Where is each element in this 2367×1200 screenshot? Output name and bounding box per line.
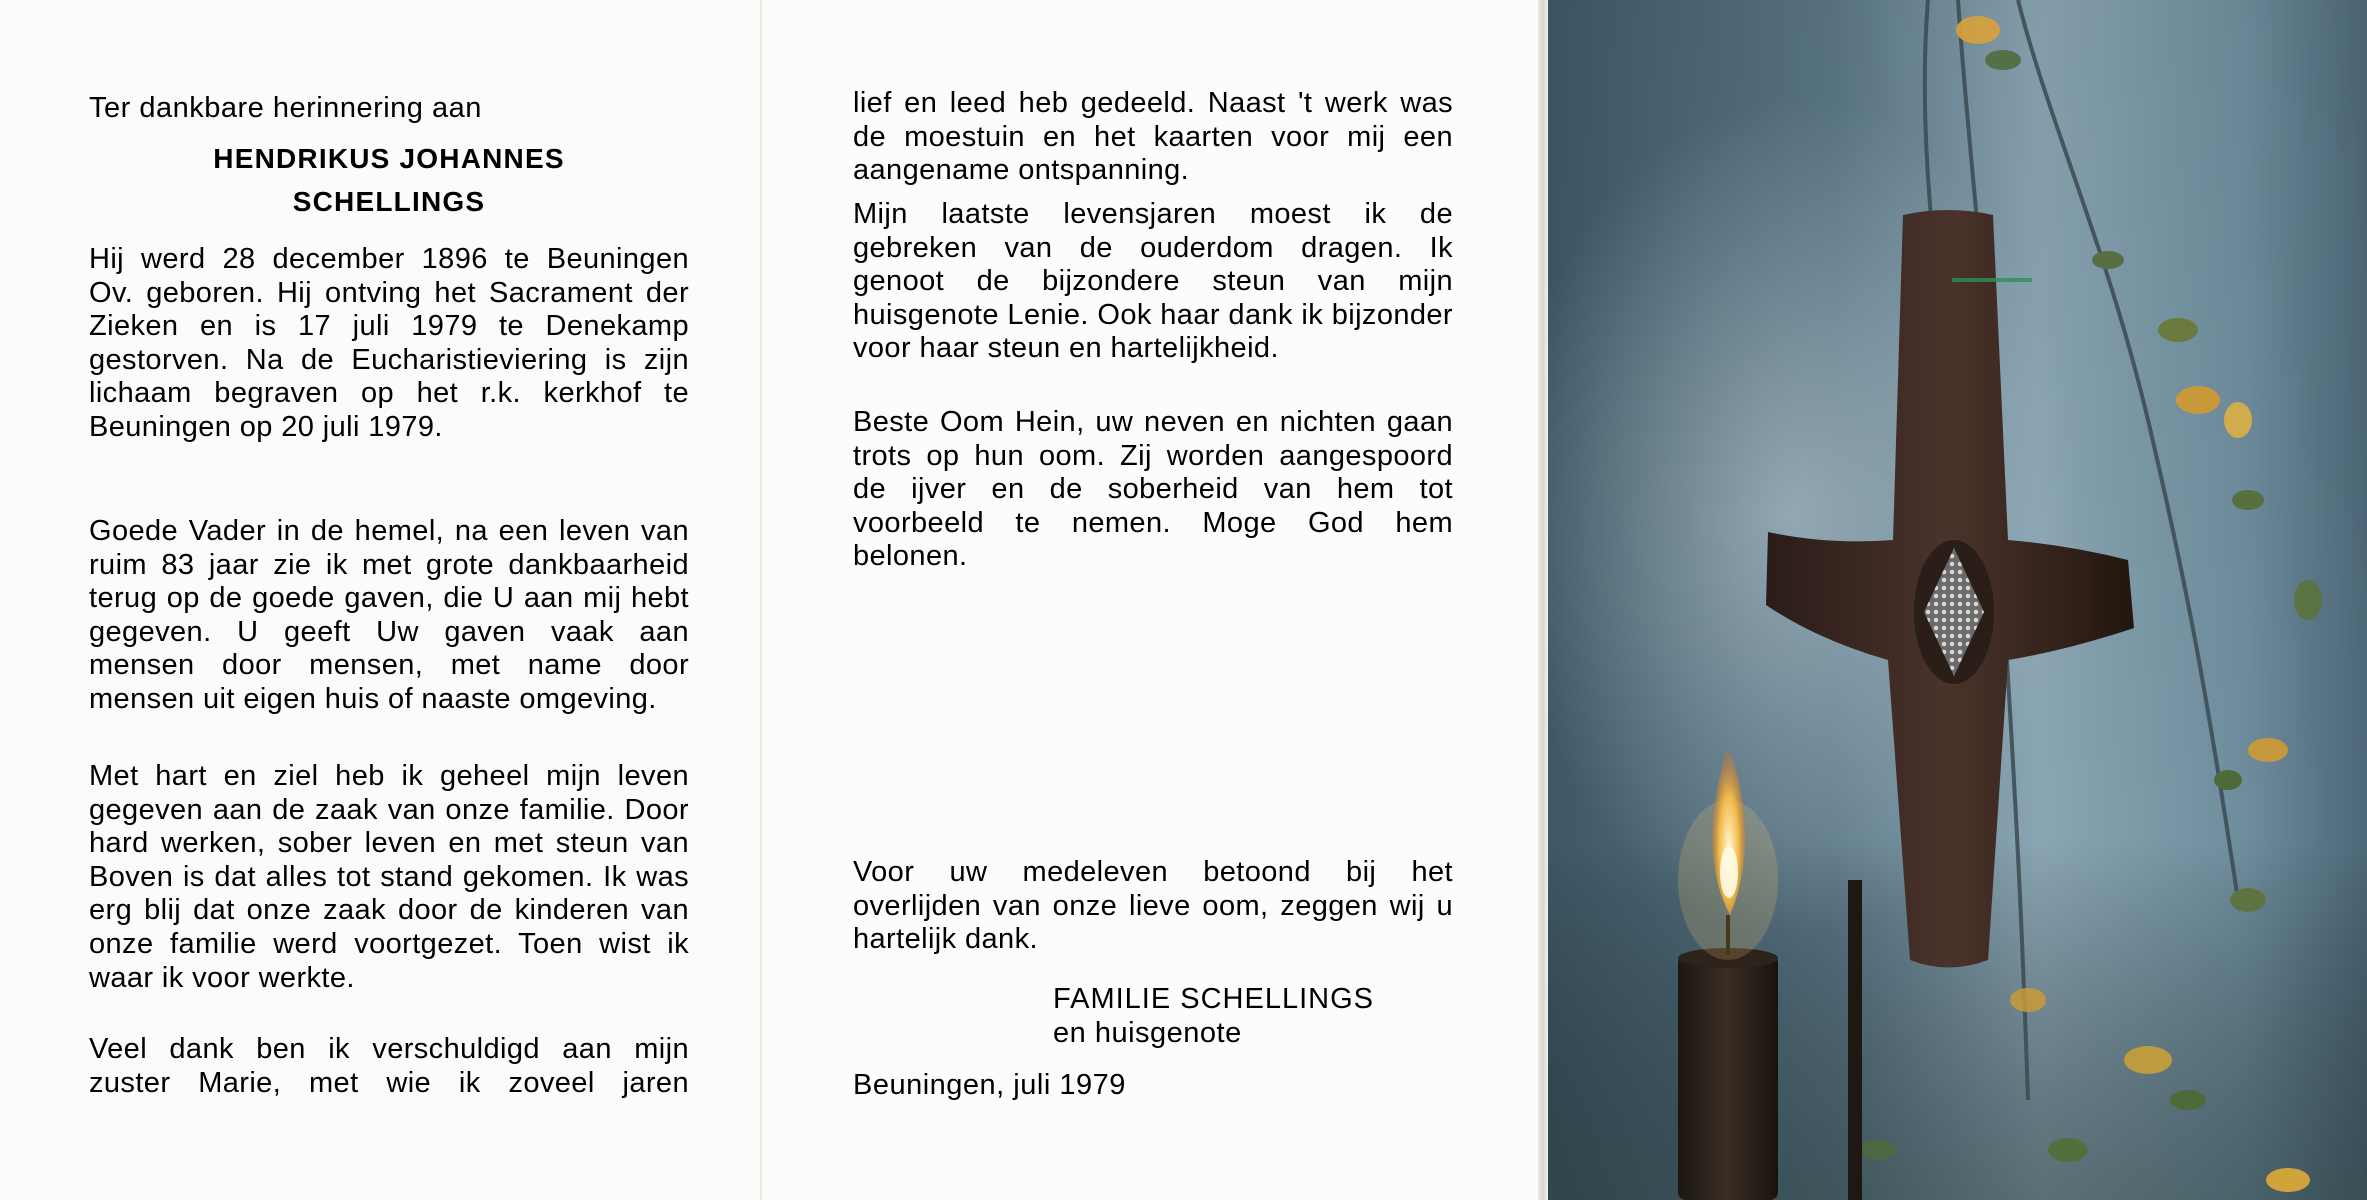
later-years-paragraph (853, 198, 1453, 366)
paragraph-text: lief en leed heb gedeeld. Naast 't werk was de moestuin en het kaarten voor mij een aangename ontspanning. (853, 87, 1453, 187)
thanks-paragraph (89, 1033, 689, 1100)
intro-line: Ter dankbare herinnering aan (89, 92, 482, 124)
paragraph-text: Veel dank ben ik verschuldigd aan mijn zuster Marie, met wie ik zoveel jaren (89, 1033, 689, 1099)
life-paragraph (89, 760, 689, 995)
fold-line (1538, 0, 1548, 1200)
fold-line (760, 0, 762, 1200)
signature-family: FAMILIE SCHELLINGS (1053, 983, 1374, 1015)
deceased-name-last: SCHELLINGS (292, 186, 486, 217)
biography-paragraph (89, 243, 689, 445)
paragraph-text: Met hart en ziel heb ik geheel mijn leven gegeven aan de zaak van onze familie. Door hard werken, sober leven en met steun van Boven is dat alles tot stand gekomen. Ik was erg blij dat onze zaak door de kinderen van onze familie werd voortgezet. Toen wist ik waar ik voor werkte. (89, 760, 689, 994)
paragraph-text: Goede Vader in de hemel, na een leven van ruim 83 jaar zie ik met grote dankbaarheid terug op de goede gaven, die U aan mij hebt gegeven. U geeft Uw gaven vaak aan mensen door mensen, met name door mensen uit eigen huis of naaste omgeving. (89, 515, 689, 715)
paragraph-text: Voor uw medeleven betoond bij het overlijden van onze lieve oom, zeggen wij u hartelijk dank. (853, 856, 1453, 956)
continuation-paragraph (853, 87, 1453, 188)
signature-household: en huisgenote (1053, 1017, 1242, 1049)
place-and-date: Beuningen, juli 1979 (853, 1069, 1126, 1101)
family-paragraph (853, 406, 1453, 574)
deceased-name-first: HENDRIKUS JOHANNES (213, 143, 565, 174)
gratitude-paragraph (853, 856, 1453, 957)
prayer-paragraph (89, 515, 689, 717)
cross-and-candle-photo (1548, 0, 2367, 1200)
paragraph-text: Mijn laatste levensjaren moest ik de gebreken van de ouderdom dragen. Ik genoot de bijzondere steun van mijn huisgenote Lenie. Ook haar dank ik bijzonder voor haar steun en hartelijkheid. (853, 198, 1453, 365)
paragraph-text: Hij werd 28 december 1896 te Beuningen Ov. geboren. Hij ontving het Sacrament der Zieken en is 17 juli 1979 te Denekamp gestorven. Na de Eucharistieviering is zijn lichaam begraven op het r.k. kerkhof te Beuningen op 20 juli 1979. (89, 243, 689, 443)
paragraph-text: Beste Oom Hein, uw neven en nichten gaan trots op hun oom. Zij worden aangespoord de ijver en de soberheid van hem tot voorbeeld te nemen. Moge God hem belonen. (853, 406, 1453, 573)
